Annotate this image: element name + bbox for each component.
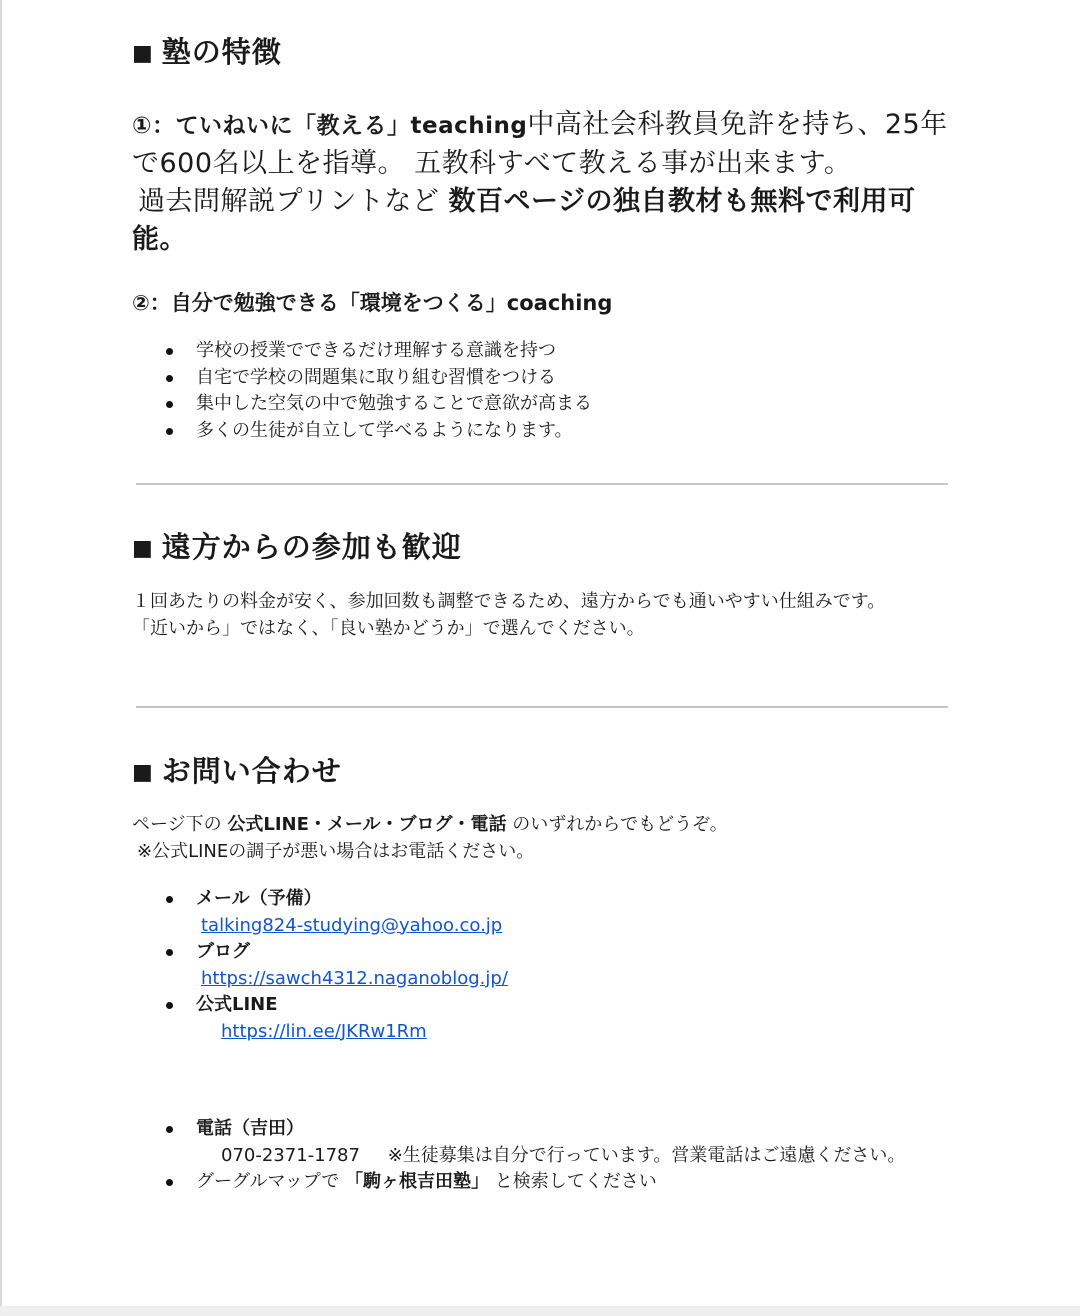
feature-bullet-list [166, 338, 592, 444]
list-item-text: 自宅で学校の問題集に取り組む習慣をつける [196, 366, 556, 388]
mail-label: メール（予備） [196, 888, 322, 909]
map-suffix: と検索してください [494, 1171, 657, 1192]
contact-line [166, 992, 926, 1045]
section-heading-features [132, 30, 282, 71]
feature-point-1 [132, 106, 952, 259]
map-bold: 「駒ヶ根吉田塾」 [345, 1171, 490, 1192]
bullet-icon [166, 1179, 173, 1186]
contact-list [166, 886, 926, 1045]
intro-note: ※公式LINEの調子が悪い場合はお電話ください。 [137, 840, 535, 862]
bullet-icon [166, 896, 173, 903]
square-bullet-icon: ■ [132, 536, 154, 561]
phone-number: 070-2371-1787 [221, 1144, 360, 1166]
intro-suffix: のいずれからでもどうぞ。 [512, 814, 728, 835]
square-bullet-icon: ■ [132, 760, 154, 785]
mail-link[interactable]: talking824-studying@yahoo.co.jp [201, 914, 503, 936]
contact-map [166, 1169, 926, 1196]
bullet-icon [166, 401, 173, 408]
contact-intro [132, 812, 952, 865]
list-item-text: 集中した空気の中で勉強することで意欲が高まる [196, 393, 592, 414]
line-label: 公式LINE [196, 994, 278, 1015]
bullet-icon [166, 428, 173, 435]
page-edge-bottom [0, 1306, 1080, 1316]
page-edge [0, 0, 2, 1316]
square-bullet-icon: ■ [132, 41, 154, 66]
list-item [166, 365, 592, 392]
point1-lead: ①：ていねいに「教える」teaching [132, 113, 528, 139]
heading-text: 遠方からの参加も歓迎 [161, 530, 462, 564]
point2-heading: ②：自分で勉強できる「環境をつくる」coaching [132, 291, 613, 315]
remote-line2: 「近いから」ではなく、「良い塾かどうか」で選んでください。 [132, 617, 645, 639]
remote-line1: １回あたりの料金が安く、参加回数も調整できるため、遠方からでも通いやすい仕組みです。 [132, 591, 886, 612]
contact-mail [166, 886, 926, 939]
list-item-text: 学校の授業でできるだけ理解する意識を持つ [196, 340, 556, 361]
point1-text: 中高社会科教員免許を持ち、25年で600名以上を指導。 五教科すべて教える事が出来ます。 [132, 109, 948, 179]
line-link[interactable]: https://lin.ee/JKRw1Rm [221, 1020, 427, 1042]
bullet-icon [166, 1126, 173, 1133]
divider [136, 706, 948, 708]
bullet-icon [166, 1002, 173, 1009]
bullet-icon [166, 375, 173, 382]
intro-prefix: ページ下の [132, 814, 222, 835]
list-item [166, 391, 592, 418]
contact-phone [166, 1116, 926, 1169]
phone-note: ※生徒募集は自分で行っています。営業電話はご遠慮ください。 [387, 1144, 906, 1166]
heading-text: お問い合わせ [161, 754, 342, 788]
list-item-text: 多くの生徒が自立して学べるようになります。 [196, 419, 573, 441]
bullet-icon [166, 348, 173, 355]
heading-text: 塾の特徴 [161, 35, 282, 69]
list-item [166, 338, 592, 365]
point1-text2: 過去問解説プリントなど [138, 186, 440, 217]
point1-bold: 数百ページの独自教材も無料で利用可能。 [132, 186, 916, 255]
divider [136, 483, 948, 485]
blog-link[interactable]: https://sawch4312.naganoblog.jp/ [201, 967, 508, 989]
blog-label: ブログ [196, 941, 250, 962]
section-heading-contact [132, 749, 342, 790]
contact-blog [166, 939, 926, 992]
contact-list-2 [166, 1116, 926, 1196]
section-heading-remote [132, 525, 462, 566]
map-prefix: グーグルマップで [196, 1171, 340, 1192]
list-item [166, 418, 592, 445]
remote-paragraph [132, 589, 952, 642]
intro-bold: 公式LINE・メール・ブログ・電話 [227, 814, 507, 835]
phone-label: 電話（吉田） [196, 1118, 304, 1139]
bullet-icon [166, 949, 173, 956]
